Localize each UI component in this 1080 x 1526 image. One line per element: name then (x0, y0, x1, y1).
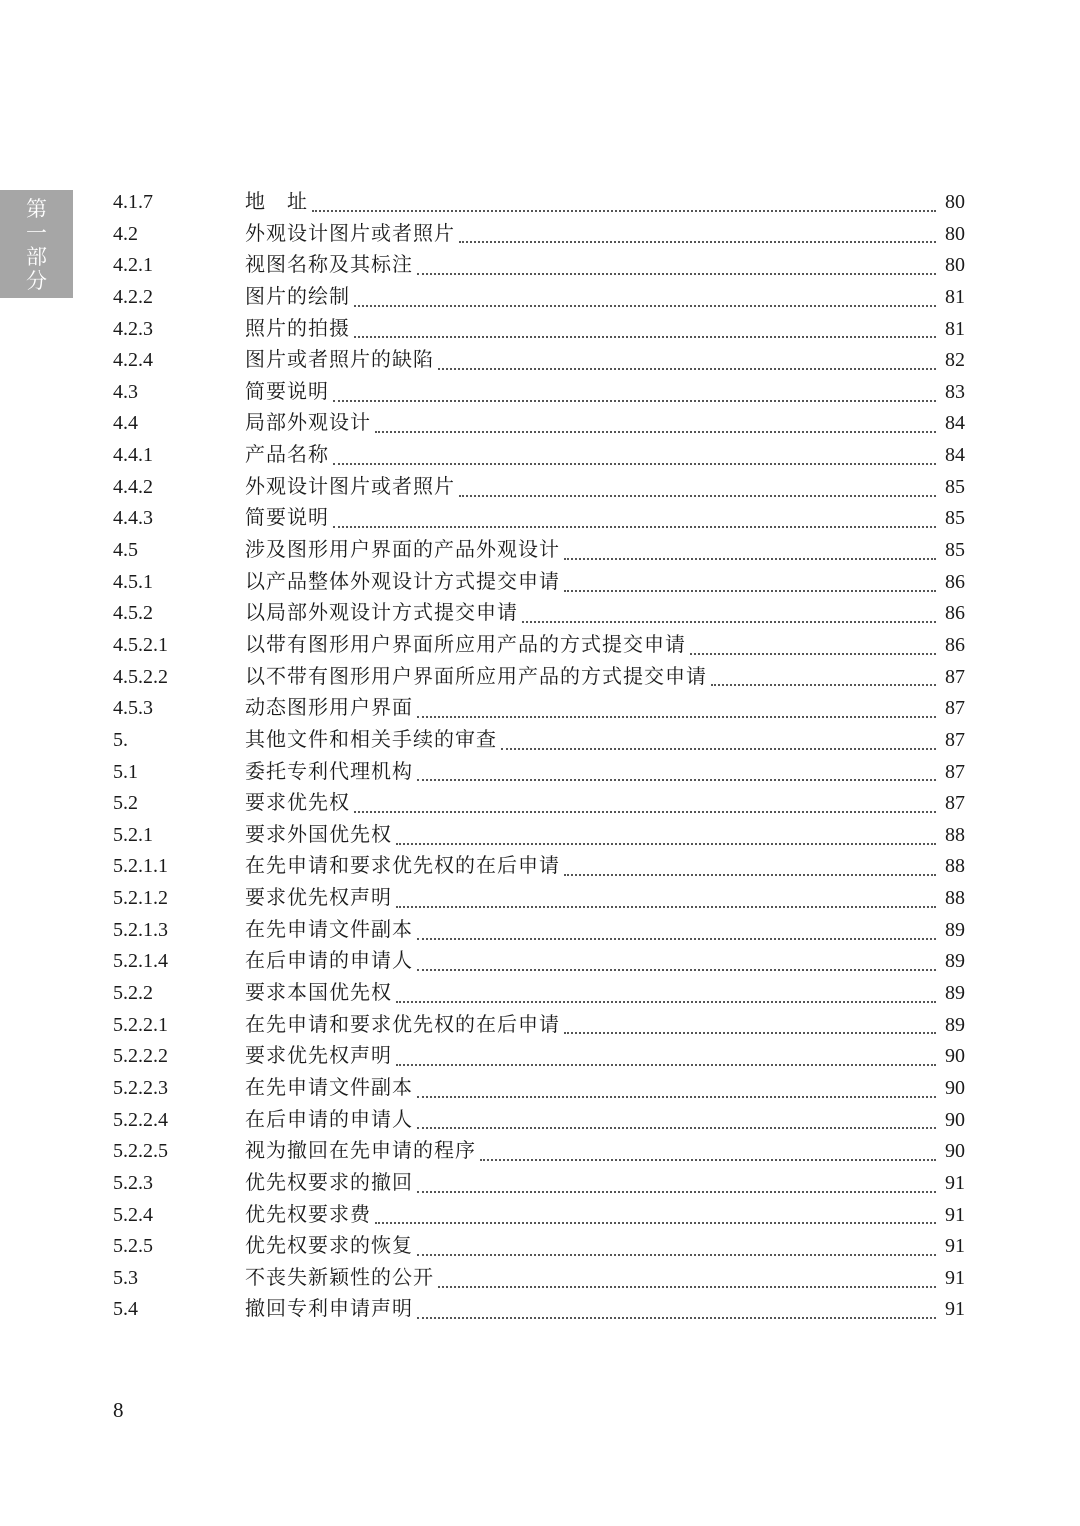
toc-entry-page: 85 (945, 507, 965, 530)
toc-dot-leader (564, 1032, 936, 1034)
toc-entry[interactable] (113, 249, 965, 281)
toc-dot-leader (711, 684, 936, 686)
toc-dot-leader (417, 938, 936, 940)
toc-entry-page: 91 (945, 1203, 965, 1226)
toc-entry-number: 4.5.2.2 (113, 665, 168, 688)
toc-entry-page: 90 (945, 1140, 965, 1163)
toc-entry[interactable] (113, 344, 965, 376)
toc-entry-title: 在先申请和要求优先权的在后申请 (245, 853, 560, 878)
toc-entry-title: 局部外观设计 (245, 410, 371, 435)
toc-entry-title: 地 址 (245, 189, 308, 213)
toc-entry[interactable] (113, 850, 965, 882)
toc-entry-page: 88 (945, 855, 965, 878)
toc-entry-title: 视为撤回在先申请的程序 (245, 1138, 476, 1163)
toc-entry-number: 5.2.2.5 (113, 1140, 168, 1163)
toc-entry[interactable] (113, 756, 965, 788)
toc-entry[interactable] (113, 1262, 965, 1294)
toc-entry[interactable] (113, 819, 965, 851)
toc-entry-title: 动态图形用户界面 (245, 695, 413, 720)
toc-entry-page: 91 (945, 1171, 965, 1194)
toc-entry-page: 87 (945, 665, 965, 688)
toc-dot-leader (354, 811, 936, 813)
toc-entry-number: 4.2.3 (113, 317, 153, 340)
toc-dot-leader (480, 1159, 936, 1161)
toc-dot-leader (333, 400, 936, 402)
toc-dot-leader (333, 526, 936, 528)
toc-entry[interactable] (113, 407, 965, 439)
toc-entry-page: 87 (945, 760, 965, 783)
toc-entry-number: 5.2.3 (113, 1171, 153, 1194)
toc-dot-leader (438, 1286, 936, 1288)
toc-entry-title: 其他文件和相关手续的审查 (245, 726, 497, 751)
toc-entry-page: 80 (945, 191, 965, 213)
toc-entry-page: 85 (945, 475, 965, 498)
toc-dot-leader (354, 336, 936, 338)
toc-entry-title: 在先申请文件副本 (245, 1074, 413, 1099)
toc-entry-page: 87 (945, 728, 965, 751)
toc-entry-page: 91 (945, 1235, 965, 1258)
toc-entry-page: 85 (945, 539, 965, 562)
toc-dot-leader (312, 210, 936, 212)
section-side-tab (0, 190, 73, 298)
toc-entry-title: 以带有图形用户界面所应用产品的方式提交申请 (245, 631, 686, 656)
toc-entry-title: 视图名称及其标注 (245, 252, 413, 277)
toc-dot-leader (417, 969, 936, 971)
toc-entry-number: 4.4.2 (113, 475, 153, 498)
toc-entry[interactable] (113, 977, 965, 1009)
toc-entry-title: 要求优先权声明 (245, 1043, 392, 1068)
toc-entry-title: 要求优先权 (245, 790, 350, 815)
toc-dot-leader (417, 716, 936, 718)
toc-dot-leader (417, 1317, 936, 1319)
toc-dot-leader (417, 1191, 936, 1193)
toc-entry-number: 4.4.3 (113, 507, 153, 530)
toc-entry-number: 5.2.2 (113, 982, 153, 1005)
toc-entry-number: 5.2.2.4 (113, 1108, 168, 1131)
toc-entry-number: 4.2 (113, 222, 138, 245)
toc-entry-page: 84 (945, 444, 965, 467)
toc-entry-title: 要求本国优先权 (245, 980, 392, 1005)
toc-entry-page: 87 (945, 697, 965, 720)
toc-entry-number: 5.2.5 (113, 1235, 153, 1258)
toc-entry-title: 简要说明 (245, 378, 329, 403)
toc-entry[interactable] (113, 1072, 965, 1104)
toc-entry-page: 87 (945, 792, 965, 815)
toc-entry-title: 要求优先权声明 (245, 885, 392, 910)
toc-dot-leader (438, 368, 936, 370)
toc-dot-leader (396, 1001, 936, 1003)
toc-entry-title: 优先权要求的恢复 (245, 1233, 413, 1258)
toc-entry-page: 80 (945, 222, 965, 245)
toc-entry[interactable] (113, 186, 965, 218)
toc-entry-title: 以局部外观设计方式提交申请 (245, 600, 518, 625)
toc-entry-title: 在后申请的申请人 (245, 948, 413, 973)
toc-entry-title: 在先申请和要求优先权的在后申请 (245, 1011, 560, 1036)
toc-entry-number: 4.2.4 (113, 349, 153, 372)
toc-dot-leader (417, 1127, 936, 1129)
toc-entry[interactable] (113, 502, 965, 534)
toc-entry-title: 产品名称 (245, 442, 329, 467)
toc-entry-number: 4.5.1 (113, 570, 153, 593)
toc-dot-leader (417, 273, 936, 275)
toc-entry[interactable] (113, 661, 965, 693)
toc-entry-title: 撤回专利申请声明 (245, 1296, 413, 1321)
toc-entry[interactable] (113, 1167, 965, 1199)
toc-entry-number: 5.2.2.2 (113, 1045, 168, 1068)
toc-dot-leader (501, 748, 936, 750)
toc-entry-page: 86 (945, 633, 965, 656)
toc-entry-page: 89 (945, 1013, 965, 1036)
toc-entry[interactable] (113, 1230, 965, 1262)
toc-entry-number: 5.2.4 (113, 1203, 153, 1226)
toc-entry[interactable] (113, 1135, 965, 1167)
toc-entry-page: 89 (945, 918, 965, 941)
toc-entry-number: 4.5 (113, 539, 138, 562)
toc-dot-leader (417, 779, 936, 781)
toc-dot-leader (690, 653, 936, 655)
toc-entry-number: 5.2.1 (113, 823, 153, 846)
toc-entry[interactable] (113, 1293, 965, 1325)
toc-entry-page: 84 (945, 412, 965, 435)
toc-entry-number: 5.2.1.3 (113, 918, 168, 941)
toc-dot-leader (375, 431, 936, 433)
toc-entry-title: 外观设计图片或者照片 (245, 473, 455, 498)
toc-entry[interactable] (113, 1040, 965, 1072)
toc-dot-leader (333, 463, 936, 465)
toc-entry-title: 委托专利代理机构 (245, 758, 413, 783)
toc-entry[interactable] (113, 692, 965, 724)
toc-entry-number: 4.4 (113, 412, 138, 435)
toc-dot-leader (459, 241, 936, 243)
toc-entry-title: 以不带有图形用户界面所应用产品的方式提交申请 (245, 663, 707, 688)
toc-entry[interactable] (113, 787, 965, 819)
toc-dot-leader (564, 874, 936, 876)
toc-entry[interactable] (113, 376, 965, 408)
toc-entry-number: 5.2.2.1 (113, 1013, 168, 1036)
toc-dot-leader (396, 1064, 936, 1066)
toc-entry-page: 86 (945, 602, 965, 625)
toc-entry-page: 83 (945, 380, 965, 403)
toc-entry-page: 86 (945, 570, 965, 593)
toc-entry-number: 4.5.2 (113, 602, 153, 625)
table-of-contents (113, 186, 965, 1325)
toc-entry[interactable] (113, 566, 965, 598)
toc-entry-number: 5.2 (113, 792, 138, 815)
toc-entry-page: 80 (945, 254, 965, 277)
toc-entry[interactable] (113, 629, 965, 661)
toc-dot-leader (354, 305, 936, 307)
toc-entry[interactable] (113, 914, 965, 946)
page-number: 8 (113, 1398, 124, 1422)
toc-entry-page: 89 (945, 950, 965, 973)
toc-entry-number: 5.1 (113, 760, 138, 783)
toc-entry-number: 4.4.1 (113, 444, 153, 467)
toc-entry[interactable] (113, 534, 965, 566)
toc-dot-leader (417, 1096, 936, 1098)
toc-dot-leader (522, 621, 936, 623)
toc-dot-leader (396, 843, 936, 845)
toc-entry-number: 5.2.1.1 (113, 855, 168, 878)
side-tab-char: 部 (26, 245, 47, 269)
toc-entry-page: 88 (945, 887, 965, 910)
toc-entry-page: 90 (945, 1045, 965, 1068)
toc-entry-number: 5.2.1.4 (113, 950, 168, 973)
toc-entry[interactable] (113, 1104, 965, 1136)
toc-entry-number: 5.2.2.3 (113, 1076, 168, 1099)
toc-entry[interactable] (113, 1199, 965, 1231)
toc-entry[interactable] (113, 597, 965, 629)
toc-entry-page: 90 (945, 1108, 965, 1131)
toc-entry-number: 4.1.7 (113, 191, 153, 213)
toc-entry-number: 4.5.2.1 (113, 633, 168, 656)
toc-entry-number: 4.2.1 (113, 254, 153, 277)
toc-entry[interactable] (113, 471, 965, 503)
toc-entry-title: 外观设计图片或者照片 (245, 220, 455, 245)
toc-entry[interactable] (113, 945, 965, 977)
toc-entry-title: 在后申请的申请人 (245, 1106, 413, 1131)
side-tab-char: 一 (26, 221, 47, 245)
toc-entry-page: 81 (945, 285, 965, 308)
toc-entry-number: 5.4 (113, 1298, 138, 1321)
toc-entry-page: 91 (945, 1266, 965, 1289)
toc-entry-title: 不丧失新颖性的公开 (245, 1264, 434, 1289)
toc-entry-number: 4.3 (113, 380, 138, 403)
toc-entry-title: 涉及图形用户界面的产品外观设计 (245, 537, 560, 562)
toc-entry-title: 要求外国优先权 (245, 821, 392, 846)
toc-dot-leader (375, 1222, 936, 1224)
toc-dot-leader (417, 1254, 936, 1256)
toc-entry[interactable] (113, 218, 965, 250)
toc-entry-page: 81 (945, 317, 965, 340)
toc-entry[interactable] (113, 439, 965, 471)
toc-dot-leader (564, 590, 936, 592)
toc-entry-title: 优先权要求的撤回 (245, 1169, 413, 1194)
toc-entry-title: 照片的拍摄 (245, 315, 350, 340)
toc-entry-title: 在先申请文件副本 (245, 916, 413, 941)
toc-entry-page: 82 (945, 349, 965, 372)
toc-entry-title: 图片或者照片的缺陷 (245, 347, 434, 372)
toc-entry-number: 5.3 (113, 1266, 138, 1289)
toc-entry-title: 优先权要求费 (245, 1201, 371, 1226)
toc-entry-title: 以产品整体外观设计方式提交申请 (245, 568, 560, 593)
toc-entry[interactable] (113, 1009, 965, 1041)
toc-entry-number: 4.2.2 (113, 285, 153, 308)
side-tab-char: 分 (26, 269, 47, 293)
side-tab-char: 第 (26, 197, 47, 221)
toc-entry[interactable] (113, 724, 965, 756)
toc-entry-page: 89 (945, 982, 965, 1005)
toc-entry-title: 图片的绘制 (245, 283, 350, 308)
toc-entry[interactable] (113, 313, 965, 345)
toc-entry-page: 91 (945, 1298, 965, 1321)
toc-dot-leader (459, 495, 936, 497)
toc-entry-number: 4.5.3 (113, 697, 153, 720)
toc-entry[interactable] (113, 882, 965, 914)
toc-entry-page: 90 (945, 1076, 965, 1099)
toc-dot-leader (396, 906, 936, 908)
toc-entry-number: 5. (113, 728, 128, 751)
toc-entry-number: 5.2.1.2 (113, 887, 168, 910)
toc-dot-leader (564, 558, 936, 560)
toc-entry-page: 88 (945, 823, 965, 846)
toc-entry-title: 简要说明 (245, 505, 329, 530)
toc-entry[interactable] (113, 281, 965, 313)
